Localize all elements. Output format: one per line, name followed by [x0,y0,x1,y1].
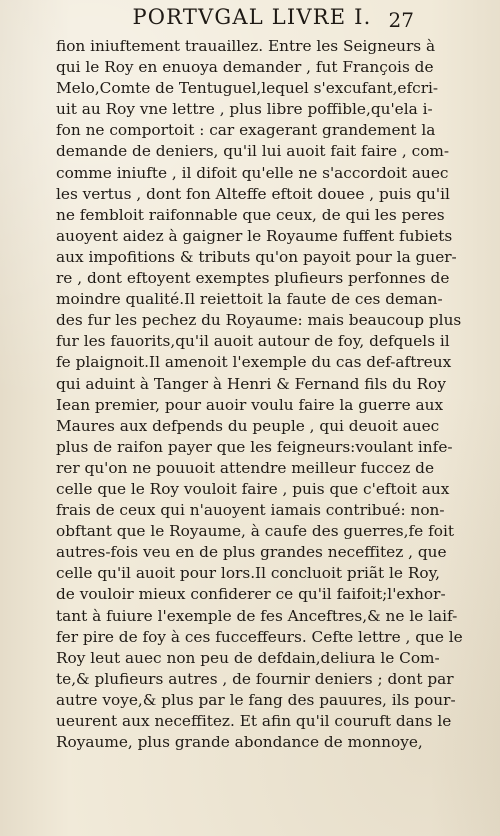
text-line: fon ne comportoit : car exagerant grandement la [56,121,436,140]
text-line: comme iniufte , il difoit qu'elle ne s'accordoit auec [56,163,449,182]
text-line: des fur les pechez du Royaume: mais beaucoup plus [56,311,462,330]
text-line: demande de deniers, qu'il lui auoit fait faire , com- [56,142,450,161]
text-line: obftant que le Royaume, à caufe des guerres,fe foit [56,522,455,541]
text-line: les vertus , dont fon Alteffe eftoit douee , puis qu'il [56,184,450,203]
running-head: PORTVGAL LIVRE I. [132,5,372,29]
text-line: rer qu'on ne pouuoit attendre meilleur fuccez de [56,458,435,477]
text-line: auoyent aidez à gaigner le Royaume fuffent fubiets [56,226,453,245]
text-line: autre voye,& plus par le fang des pauures, ils pour- [56,690,456,709]
text-line: Iean premier, pour auoir voulu faire la guerre aux [56,395,444,414]
text-line: plus de raifon payer que les feigneurs:voulant infe- [56,437,453,456]
text-line: tant à fuiure l'exemple de fes Anceftres,& ne le laif- [56,606,458,625]
text-line: celle que le Roy vouloit faire , puis que c'eftoit aux [56,479,450,498]
text-line: Maures aux defpends du peuple , qui deuoit auec [56,416,440,435]
text-line: fion iniuftement trauaillez. Entre les Seigneurs à [56,37,436,55]
text-line: moindre qualité.Il reiettoit la faute de ces deman- [56,290,443,309]
text-line: qui aduint à Tanger à Henri & Fernand fils du Roy [56,374,446,393]
text-line: re , dont eftoyent exemptes plufieurs perfonnes de [56,269,450,288]
text-line: celle qu'il auoit pour lors.Il concluoit priãt le Roy, [56,564,441,583]
text-line: autres-fois veu en de plus grandes neceffitez , que [56,543,447,562]
text-line: Melo,Comte de Tentuguel,lequel s'excufant,efcri- [56,79,439,98]
text-line: ne fembloit raifonnable que ceux, de qui les peres [56,205,445,224]
text-line: uit au Roy vne lettre , plus libre poffible,qu'ela i- [56,100,433,119]
text-line: ueurent aux neceffitez. Et afin qu'il couruft dans le [56,712,452,730]
text-line: Royaume, plus grande abondance de monnoye, [56,733,423,752]
text-line: frais de ceux qui n'auoyent iamais contribué: non- [56,501,445,520]
text-line: fur les fauorits,qu'il auoit autour de foy, defquels il [56,332,450,351]
text-line: de vouloir mieux confiderer ce qu'il faifoit;l'exhor- [56,585,446,604]
page-number: 27 [388,8,414,32]
text-line: fe plaignoit.Il amenoit l'exemple du cas def-aftreux [56,353,452,372]
text-line: te,& plufieurs autres , de fournir deniers ; dont par [56,669,454,688]
body-text [56,36,463,771]
text-line: Roy leut auec non peu de defdain,deliura le Com- [56,648,440,667]
text-line: fer pire de foy à ces fucceffeurs. Cefte lettre , que le [56,627,463,646]
text-line: aux impofitions & tributs qu'on payoit pour la guer- [56,247,457,266]
text-line: qui le Roy en enuoya demander , fut François de [56,58,434,77]
